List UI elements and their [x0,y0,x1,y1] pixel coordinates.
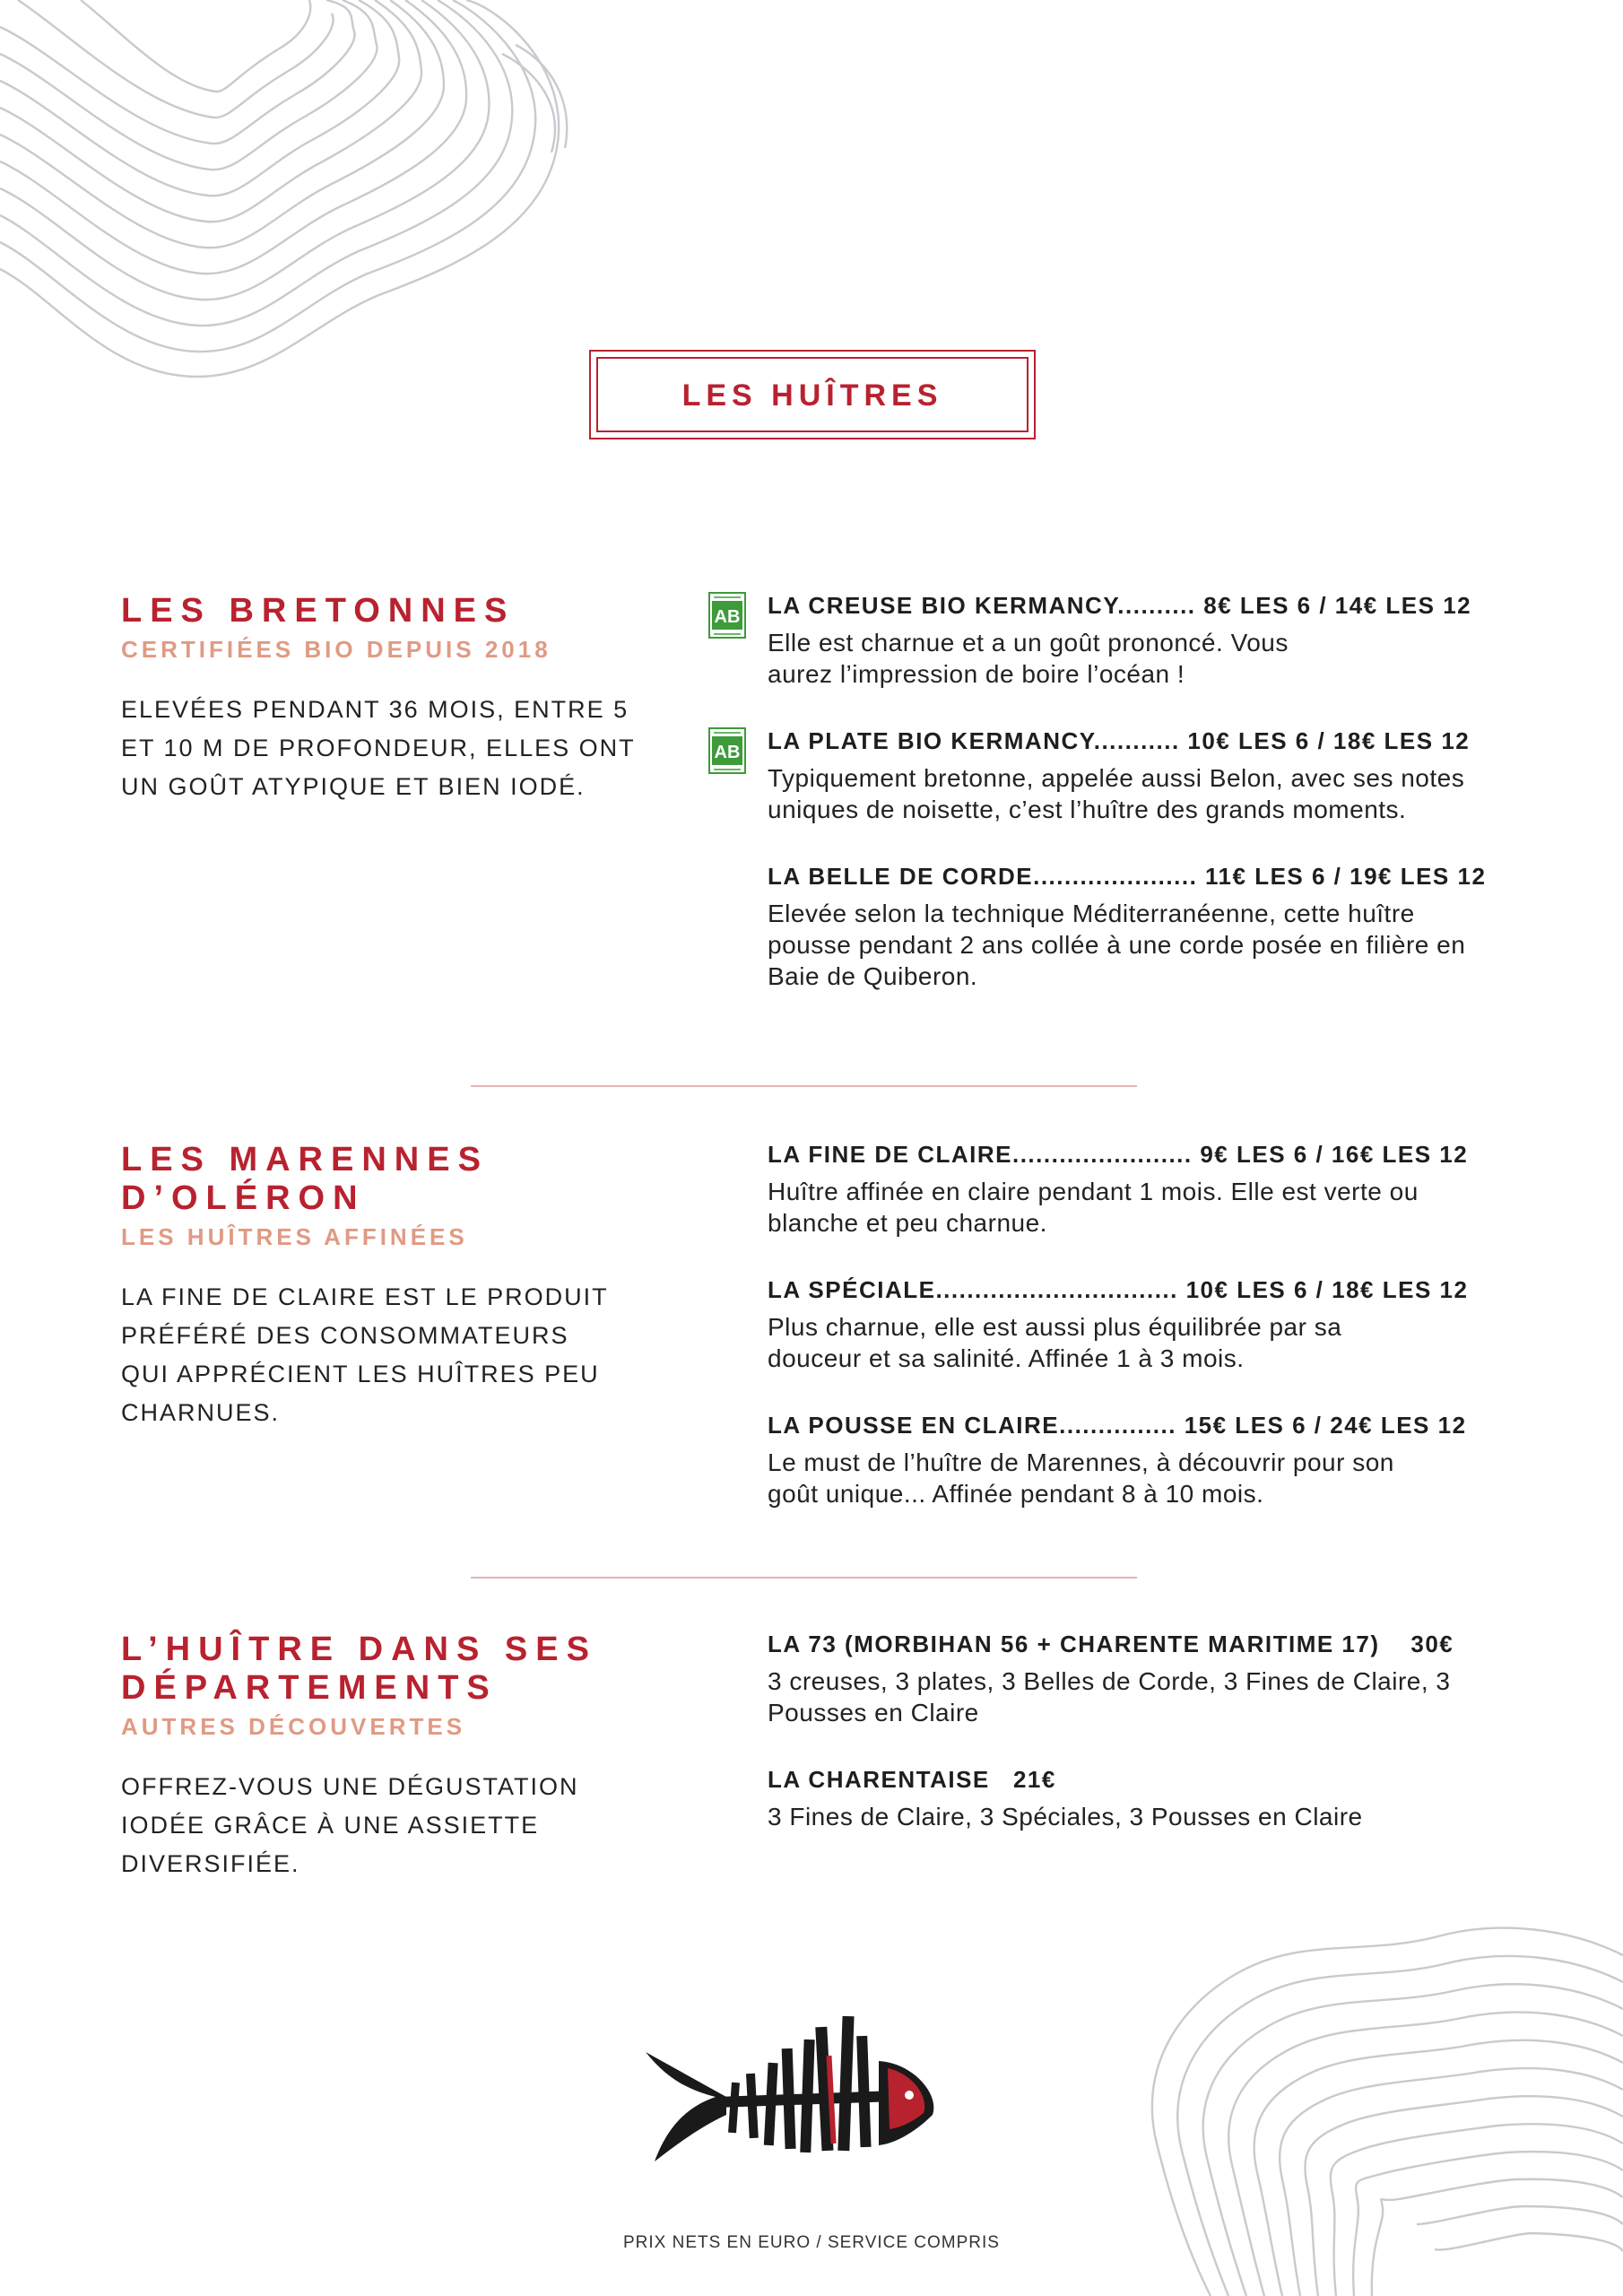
menu-item [714,727,1503,825]
item-name-price: LA BELLE DE CORDE..................... 11€ LES 6 / 19€ LES 12 [768,863,1487,890]
menu-item [768,1141,1503,1239]
section-subtitle: AUTRES DÉCOUVERTES [121,1713,466,1740]
section-description: LA FINE DE CLAIRE EST LE PRODUIT PRÉFÉRÉ DES CONSOMMATEURS QUI APPRÉCIENT LES HUÎTRES PEU CHARNUES. [121,1283,609,1426]
section-title [121,1141,677,1218]
organic-ab-icon [708,727,746,774]
menu-item [768,1276,1503,1374]
section-title [121,592,677,631]
section-description: OFFREZ-VOUS UNE DÉGUSTATION IODÉE GRÂCE À UNE ASSIETTE DIVERSIFIÉE. [121,1773,579,1877]
item-name-price: LA PLATE BIO KERMANCY........... 10€ LES 6 / 18€ LES 12 [768,727,1471,754]
item-description: Huître affinée en claire pendant 1 mois. Elle est verte ou blanche et peu charnue. [768,1178,1419,1237]
section-intro [121,1141,677,1432]
item-description: Elevée selon la technique Méditerranéenne, cette huître pousse pendant 2 ans collée à une corde posée en filière en Baie de Quiberon. [768,900,1466,990]
item-list [714,592,1503,1030]
item-name-price: LA 73 (MORBIHAN 56 + CHARENTE MARITIME 17) 30€ [768,1631,1454,1657]
menu-item [714,592,1503,690]
menu-item [768,1412,1503,1509]
page-title-box [589,350,1036,439]
svg-text:AB: AB [714,607,741,627]
oyster-shell-illustration [0,0,574,395]
item-description: 3 Fines de Claire, 3 Spéciales, 3 Pousses en Claire [768,1803,1363,1831]
svg-text:AB: AB [714,743,741,762]
item-name-price: LA CREUSE BIO KERMANCY.......... 8€ LES 6 / 14€ LES 12 [768,592,1472,619]
section-intro [121,1631,677,1883]
section-title-line: L’HUÎTRE DANS SES [121,1631,597,1668]
section-title-line: D’OLÉRON [121,1179,366,1217]
item-description: Plus charnue, elle est aussi plus équilibrée par sa douceur et sa salinité. Affinée 1 à 3 mois. [768,1313,1342,1372]
section-divider [471,1577,1137,1578]
item-name-price: LA CHARENTAISE 21€ [768,1766,1056,1793]
section-subtitle: LES HUÎTRES AFFINÉES [121,1223,468,1250]
organic-ab-icon [708,592,746,639]
item-description: 3 creuses, 3 plates, 3 Belles de Corde, 3 Fines de Claire, 3 Pousses en Claire [768,1667,1451,1726]
item-name-price: LA SPÉCIALE............................... 10€ LES 6 / 18€ LES 12 [768,1276,1469,1303]
section-description: ELEVÉES PENDANT 36 MOIS, ENTRE 5 ET 10 M DE PROFONDEUR, ELLES ONT UN GOÛT ATYPIQUE ET BIEN IODÉ. [121,696,636,800]
item-description: Typiquement bretonne, appelée aussi Belon, avec ses notes uniques de noisette, c’est l’huître des grands moments. [768,764,1465,823]
menu-item [768,1631,1503,1728]
item-description: Elle est charnue et a un goût prononcé. Vous aurez l’impression de boire l’océan ! [768,629,1289,688]
section-title-line: LES BRETONNES [121,592,516,630]
item-name-price: LA FINE DE CLAIRE....................... 9€ LES 6 / 16€ LES 12 [768,1141,1469,1168]
fish-skeleton-logo [644,2009,940,2188]
section-title-line: DÉPARTEMENTS [121,1669,498,1707]
section-intro [121,592,677,806]
page-title: LES HUÎTRES [681,378,943,413]
section-title [121,1631,677,1708]
menu-item [768,1766,1503,1832]
item-list [768,1141,1503,1547]
section-title-line: LES MARENNES [121,1141,489,1178]
item-name-price: LA POUSSE EN CLAIRE............... 15€ LES 6 / 24€ LES 12 [768,1412,1467,1439]
section-divider [471,1085,1137,1087]
menu-item [768,863,1503,992]
footer-note: PRIX NETS EN EURO / SERVICE COMPRIS [622,2233,1000,2252]
section-subtitle: CERTIFIÉES BIO DEPUIS 2018 [121,636,551,663]
item-description: Le must de l’huître de Marennes, à découvrir pour son goût unique... Affinée pendant 8 à 10 mois. [768,1448,1394,1508]
item-list [768,1631,1503,1870]
